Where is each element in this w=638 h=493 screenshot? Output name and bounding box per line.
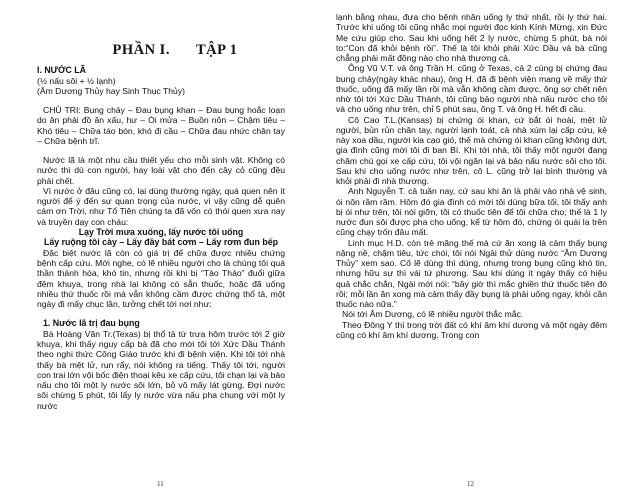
body-paragraph: Anh Nguyễn T. cả tuần nay, cứ sau khi ăn là phải vào nhà vệ sinh, ói nôn rầm rầm. Hôm đó gia đình có mời tôi dùng bữa tối, tôi thấy anh bị ói như trên, tôi nói giỡn, tôi có thuốc tiên để tôi chữa cho; thế là 1 ly nước đun sôi được pha cho uống, kể từ hôm đó, chứng ói quái lạ trên cũng chạy trốn đâu mất. [336, 186, 607, 238]
body-paragraph: lạnh bằng nhau, đưa cho bệnh nhân uống ly thứ nhất, rồi ly thứ hai. Trước khi uống tôi cũng nhắc mọi người đọc kinh Kính Mừng, xin Đức Mẹ cứu giúp cho. Sau khi uống hết 2 ly nước, chừng 5 phút, bà nói to:“Con đã khỏi bệnh rồi”. Thế là tôi khỏi phải Xức Dầu và bà cũng chẳng phải mất đồng nào cho nhà thương cả. [336, 12, 607, 63]
body-paragraph: Vì nước ở đâu cũng có, lại dùng thường ngày, quá quen nên ít người để ý đến sự quan trọng của nước, vì vậy cũng dễ quên cám ơn Trời, như Tổ Tiên chúng ta đã vốn có thói quen xưa nay và truyền dạy con cháu: [37, 185, 285, 227]
proverb-line: Lạy Trời mưa xuống, lấy nước tôi uống [78, 226, 244, 237]
left-page-column [37, 28, 285, 411]
indications-paragraph: CHỦ TRỊ: Bụng chảy – Đau bụng khan – Đau bụng hoắc loạn do ăn phải đồ ăn xấu, hư – Ói mửa – Buồn nôn – Chậm tiêu – Khó tiêu – Chữa táo bón, khó đi cầu – Chữa đau nhức chân tay – Chữa bệnh trĩ. [37, 105, 285, 146]
body-paragraph: Nói tới Âm Dương, có lẽ nhiều người thắc mắc. [342, 309, 524, 320]
part-label: PHẦN I. [112, 42, 170, 58]
subsection-heading: 1. Nước lã trị đau bụng [43, 318, 140, 329]
right-page [319, 0, 638, 493]
volume-label: TẬP 1 [195, 42, 238, 58]
body-paragraph: Ông Vũ V.T. và ông Trần H. cũng ở Texas, cả 2 cùng bị chứng đau bụng chảy(ngày khác nhau), ông H. đã đi bệnh viện mang về mấy thứ thuốc, uống đã mấy lần rồi mà vẫn không cầm được, ông sợ chết nên nhờ tôi tới Xức Dầu Thánh, tôi cũng bảo người nhà nấu nước cho tôi và cho uống như trên, chỉ 5 phút sau, ông T. và ông H. hết đi cầu. [336, 63, 607, 115]
page-number: 12 [467, 480, 474, 488]
mix-note: (½ nấu sôi + ½ lạnh) [37, 75, 116, 86]
body-paragraph: Linh mục H.D. còn trẻ măng thế mà cứ ăn xong là cảm thấy bụng nặng nề, chậm tiêu, tức chói, tôi nói Ngài thử dùng nước “Âm Dương Thủy” xem sao. Cố lẽ dùng thì dùng, nhưng trong bụng cũng khó tin, nhưng hữu sự thì vái tứ phương. Sau khi dùng ít ngày thấy có hiệu quả chắc chắn, Ngài mới nói: “bây giờ thì mắc ghiền thứ thuốc tiên đó rồi; mỗi lần ăn xong mà cảm thấy đầy bụng là phải uống ngay, khỏi cần thuốc nào nữa.” [336, 237, 607, 309]
body-paragraph: Bà Hoàng Văn Tr.(Texas) bị thổ tả từ trưa hôm trước tới 2 giờ khuya, khi thấy nguy cấp bà đã cho mời tôi tới Xức Dầu Thánh theo nghi thức Công Giáo trước khi đi bệnh viện. Khi tôi tới nhà thấy bà mệt lử, run rẩy, nói không ra tiếng. Thấy tôi tới, người con trai lớn vội bốc điện thoại kêu xe cấp cứu, tôi chạn lại và bảo nấu cho tôi một ly nước sôi lớn, bỏ vô mấy lát gừng. Đợi nước sôi chừng 5 phút, tôi lấy ly nước vừa nấu pha chung với một ly nước [37, 328, 285, 411]
subtitle-note: (Âm Dương Thủy hay Sinh Thục Thủy) [37, 85, 185, 96]
section-heading: I. NƯỚC LÃ [37, 65, 87, 75]
page-number: 11 [157, 480, 164, 488]
body-paragraph: Cô Cao T.L.(Kansas) bị chứng ói khan, cứ bắt ói hoài, mệt lử người, bủn rủn chân tay, người lạnh toát, cả nhà xúm lại cấp cứu, kẻ này xoa dầu, người kia cạo gió, thế mà chứng ói khan cũng không dứt, gia đình cũng mời tôi đi ban Bí. Khi tới nhà, tôi thấy một người đang chăm chú gọi xe cấp cứu, tôi vội ngăn lại và bảo nấu nước sôi cho tôi. Sau khi cho uống nước như trên, cô L. cũng trở lại bình thường và khỏi phải đi nhà thương. [336, 114, 607, 186]
right-page-column [336, 12, 607, 340]
part-title [65, 42, 285, 59]
body-paragraph: Đặc biệt nước lã còn có giá trị để chữa được nhiều chứng bệnh cấp cứu. Mới nghe, có lẽ nhiều người cho là chúng tôi quá thần thánh hóa, khó tin, nhưng rồi khi bị “Tào Tháo” đuổi giữa đêm khuya, trong nhà lại không có sẵn thuốc, hoặc đã uống nhiều thứ thuốc rồi mà vẫn không cầm được chứng thổ tả, một ngày đi mấy chục lần, tưởng chết tới nơi như: [37, 247, 285, 309]
body-paragraph: Theo Đông Y thì trong trời đất có khí âm khí dương và một ngày đêm cũng có khí âm khí dương. Trong con [336, 319, 607, 340]
body-paragraph: Nước lã là một nhu cầu thiết yếu cho mỗi sinh vật. Không có nước thì dù con người, hay loài vật cho đến cây cỏ cũng đều phải chết. [37, 155, 285, 186]
proverb-line: Lấy ruộng tôi cày – Lấy đầy bát cơm – Lấy rơm đun bếp [44, 237, 278, 248]
